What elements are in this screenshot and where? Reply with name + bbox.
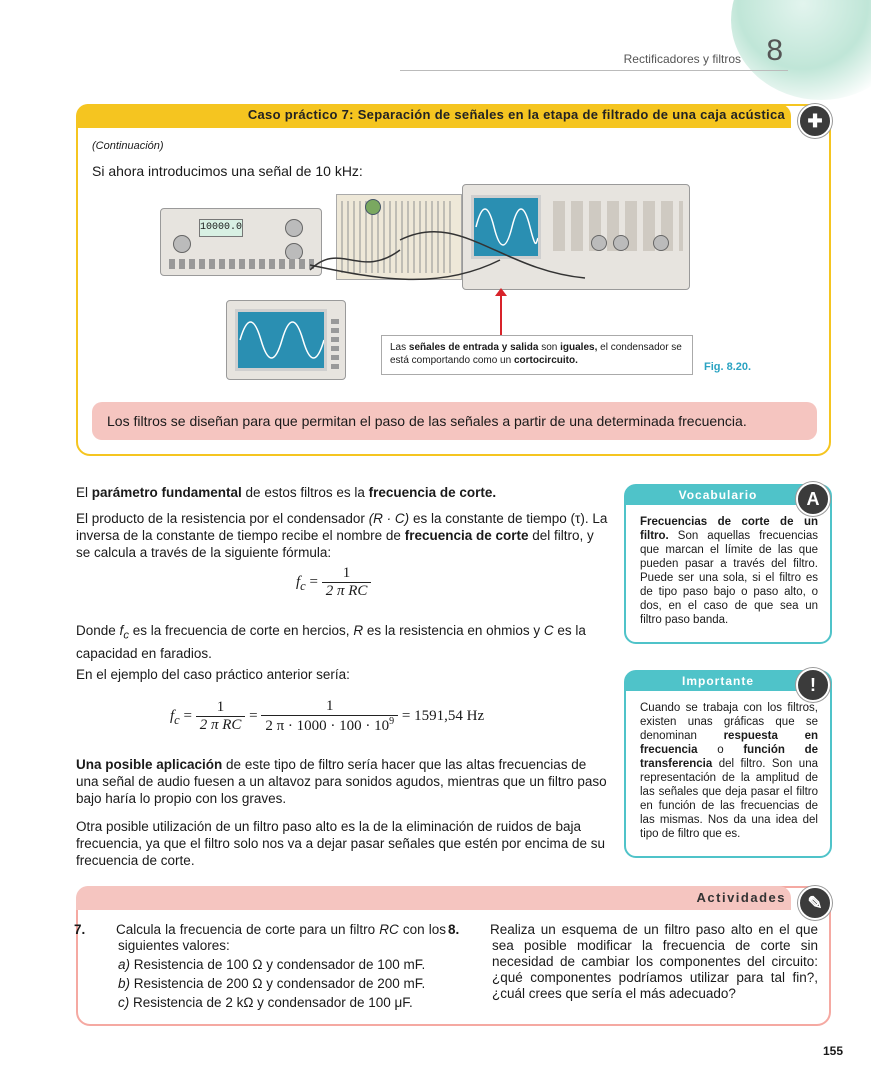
probe-cables [300,220,600,300]
header-divider [400,70,788,71]
chapter-number: 8 [766,34,783,67]
vocabulary-icon: A [796,482,830,516]
formula-example: $f_c$ = $\frac{1}{\text{2 π RC}}$ = $\frac{1}{2 \pi \cdot 1000 \cdot 100 \cdot 10^9}$ = 1591,54 Hz [170,698,485,734]
sine-wave-input [238,312,324,368]
figure-callout: Las señales de entrada y salida son iguales, el condensador se está comportando como un cortocircuito. [381,335,693,375]
activity-7-item-b: b) Resistencia de 200 Ω y condensador de 200 mF. [118,976,426,991]
activity-7-item-c: c) Resistencia de 2 kΩ y condensador de 100 μF. [118,995,413,1010]
important-icon: ! [796,668,830,702]
importante-title: Importante [625,671,831,691]
importante-body: Cuando se trabaja con los filtros, existen unas gráficas que se denominan respuesta en frecuencia o función de transferencia del filtro. Son una representación de la amplitud de las señales que deja pasar el filtro en función de las frecuencias de las mismas. Nos da una idea del tipo de filtro que es. [640,702,818,840]
figure-label: Fig. 8.20. [704,361,752,373]
function-generator [160,208,322,276]
generator-knob [173,235,191,253]
activity-8: 8. Realiza un esquema de un filtro paso alto en el que sea posible modificar la frecuencia de corte sin necesidad de cambiar los componentes del circuito: ¿qué componentes podríamos utilizar para tal fin?, ¿cuál crees que sería el más adecuado? [448,922,818,1001]
vocabulario-body: Frecuencias de corte de un filtro. Son aquellas frecuencias que marcan el límite de las que pueden pasar a través del filtro. Puede ser una sola, si el filtro es de tipo paso bajo o paso alto, o dos, en el caso de que sea un filtro paso banda. [640,516,818,626]
paragraph-3: Donde $f_c$ es la frecuencia de corte en hercios, R es la resistencia en ohmios y C es la capacidad en faradios. [76,623,586,661]
red-arrow-head [495,288,507,296]
capacitor [365,199,381,215]
paragraph-5: Una posible aplicación de este tipo de filtro sería hacer que las altas frecuencias de una señal de audio fuesen a un altavoz para sonidos agudos, mientras que un filtro paso bajo haría lo propio con los graves. [76,757,607,806]
case-study-title: Caso práctico 7: Separación de señales en la etapa de filtrado de una caja acústica [247,107,785,122]
running-title: Rectificadores y filtros [623,52,741,66]
continuation-label: (Continuación) [92,140,164,152]
page-number: 155 [822,1044,843,1058]
puzzle-icon: ✚ [798,104,832,138]
paragraph-4: En el ejemplo del caso práctico anterior sería: [76,667,350,682]
red-arrow [500,292,502,336]
paragraph-2: El producto de la resistencia por el condensador (R · C) es la constante de tiempo (τ). La inversa de la constante de tiempo recibe el nombre de frecuencia de corte del filtro, y se calcula a través de la siguiente fórmula: [76,511,608,560]
vocabulario-title: Vocabulario [625,485,831,505]
formula-cutoff: $f_c$ = $\frac{1}{\text{2 π RC}}$ [296,565,371,600]
paragraph-1: El parámetro fundamental de estos filtros es la frecuencia de corte. [76,485,497,500]
pencil-icon: ✎ [798,886,832,920]
input-oscilloscope [226,300,346,380]
activity-7-item-a: a) Resistencia de 100 Ω y condensador de 100 mF. [118,957,426,972]
input-oscilloscope-screen [235,309,327,371]
case-intro: Si ahora introducimos una señal de 10 kHz: [92,163,363,179]
activity-7: 7. Calcula la frecuencia de corte para un filtro RC con los siguientes valores: a) Resistencia de 100 Ω y condensador de 100 mF. b) Resistencia de 200 Ω y condensador de 200 mF. c) Resistencia de 2 kΩ y condensador de 100 μF. [74,922,447,1010]
decorative-leaf [731,0,871,100]
importante-box [624,670,832,858]
case-note: Los filtros se diseñan para que permitan el paso de las señales a partir de una determinada frecuencia. [92,402,817,440]
generator-buttons [169,259,314,269]
generator-display: 10000.0 [199,219,243,237]
paragraph-6: Otra posible utilización de un filtro paso alto es la de la eliminación de ruidos de baja frecuencia, ya que el filtro solo nos va a dejar pasar señales que estén por encima de su frecuencia de corte. [76,819,606,868]
actividades-title: Actividades [696,890,786,905]
